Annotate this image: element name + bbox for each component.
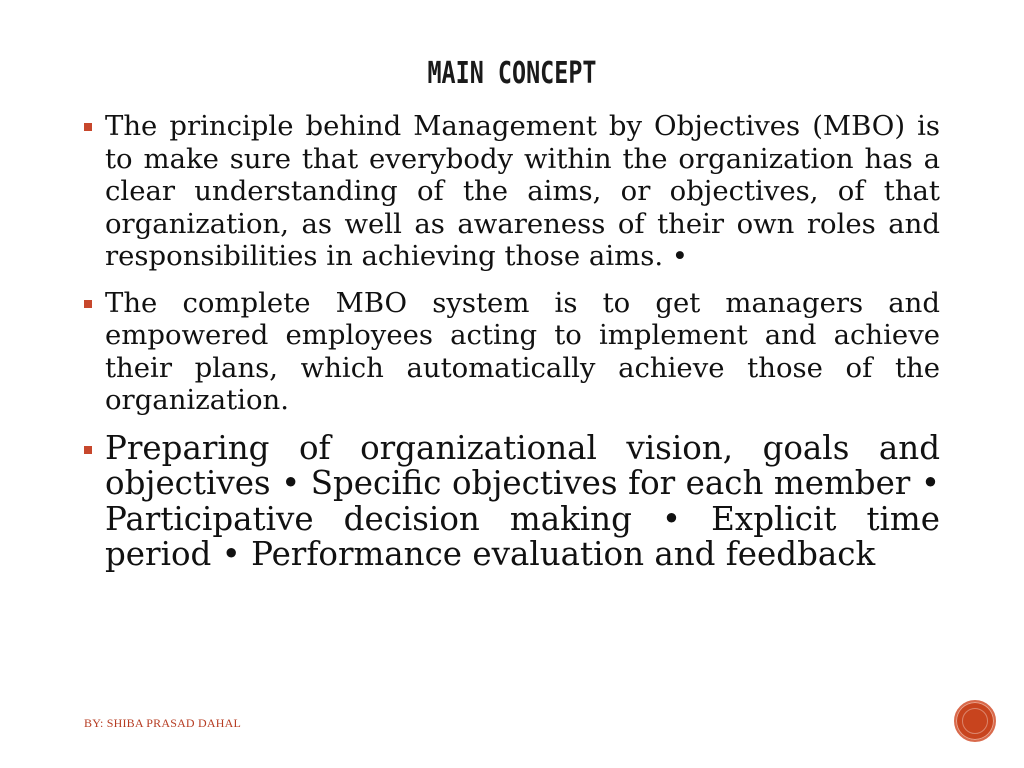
square-bullet-icon xyxy=(84,300,92,308)
square-bullet-icon xyxy=(84,123,92,131)
slide-number-circle-icon xyxy=(954,700,996,742)
bullet-item xyxy=(84,110,940,273)
square-bullet-icon xyxy=(84,446,92,454)
bullet-item xyxy=(84,287,940,417)
bullet-list xyxy=(84,110,940,573)
bullet-text: The complete MBO system is to get managers and empowered employees acting to implement and achieve their plans, which automatically achieve those of the organization. xyxy=(105,286,940,416)
footer-credit: BY: SHIBA PRASAD DAHAL xyxy=(84,716,241,730)
slide-title: MAIN CONCEPT xyxy=(427,56,597,91)
bullet-text: Preparing of organizational vision, goals and objectives • Specific objectives for each member • Participative decision making • Explicit time period • Performance evaluation and feedback xyxy=(105,428,940,573)
bullet-item xyxy=(84,428,940,573)
bullet-text: The principle behind Management by Objectives (MBO) is to make sure that everybody within the organization has a clear understanding of the aims, or objectives, of that organization, as well as awareness of their own roles and responsibilities in achieving those aims. • xyxy=(105,110,940,272)
